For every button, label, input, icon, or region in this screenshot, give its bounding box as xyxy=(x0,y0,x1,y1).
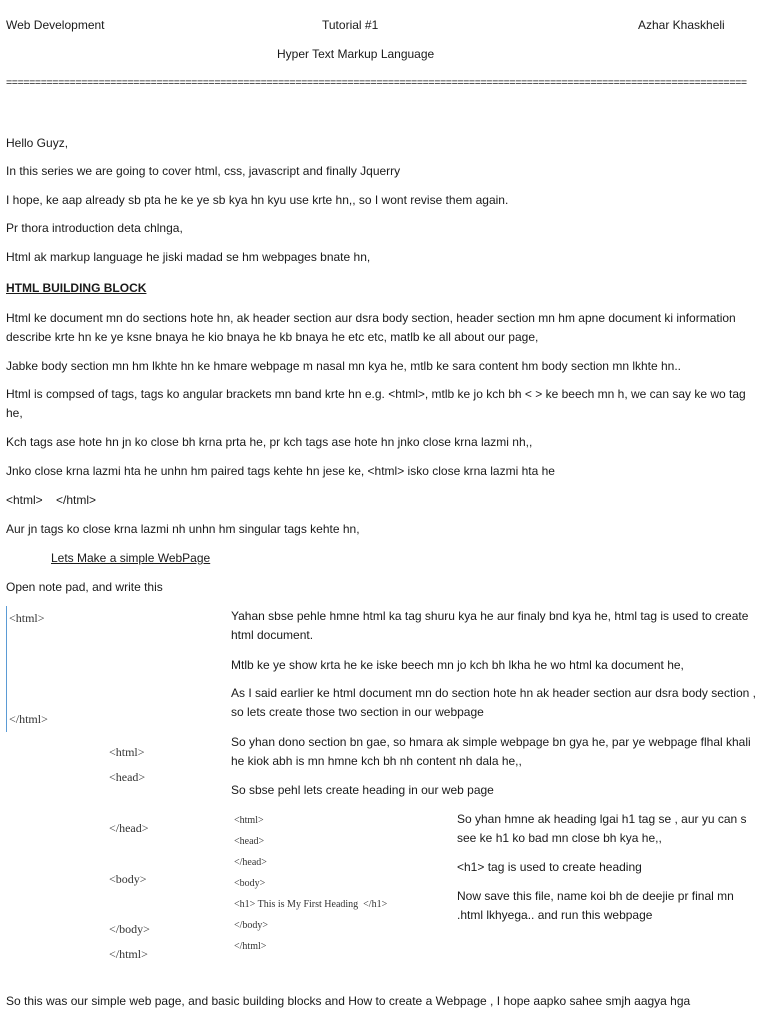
intro-line: Hello Guyz, xyxy=(6,136,69,150)
author-name: Azhar Khaskheli xyxy=(638,18,725,32)
explanation-paragraph: So yhan dono section bn gae, so hmara ak simple webpage bn gya he, par ye webpage flhal khali he kiok abh is mn hmne kch bh nh content nh dala he,, xyxy=(231,735,751,768)
explanation-paragraph: So sbse pehl lets create heading in our web page xyxy=(231,783,494,797)
code-line: <html> xyxy=(109,745,145,759)
code-line: </html> xyxy=(9,712,48,726)
explanation-paragraph: Yahan sbse pehle hmne html ka tag shuru kya he aur finaly bnd kya he, html tag is used to create html document. xyxy=(231,609,749,642)
code-line: </head> xyxy=(109,821,149,835)
code-line: </body> xyxy=(109,922,150,936)
closing-paragraph: So this was our simple web page, and basic building blocks and How to create a Webpage , I hope aapko sahee smjh aagya hga xyxy=(6,994,691,1008)
code-line: </head> xyxy=(234,857,267,868)
separator-rule: ================================================================================================================================ xyxy=(6,77,747,89)
code-line: </body> xyxy=(234,920,269,931)
paragraph: Jnko close krna lazmi hta he unhn hm paired tags kehte hn jese ke, <html> isko close krna lazmi hta he xyxy=(6,464,555,478)
intro-line: I hope, ke aap already sb pta he ke ye sb kya hn kyu use krte hn,, so I wont revise them again. xyxy=(6,193,509,207)
code-line: <head> xyxy=(234,836,265,847)
header-left-title: Web Development xyxy=(6,18,105,32)
code-block-border xyxy=(6,606,7,732)
paragraph: Html ke document mn do sections hote hn, ak header section aur dsra body section, header section mn hm apne document ki information describe krte hn ke ye ksne bnaya he kio bnaya he kb bnaya he etc etc, matlb ke all about our page, xyxy=(6,311,736,344)
explanation-paragraph: <h1> tag is used to create heading xyxy=(457,860,642,874)
explanation-paragraph: So yhan hmne ak heading lgai h1 tag se , aur yu can s see ke h1 ko bad mn close bh kya he,, xyxy=(457,812,747,845)
intro-line: Pr thora introduction deta chlnga, xyxy=(6,221,183,235)
intro-line: Html ak markup language he jiski madad se hm webpages bnate hn, xyxy=(6,250,371,264)
code-line: </html> xyxy=(109,947,148,961)
code-line: <head> xyxy=(109,770,146,784)
tutorial-number: Tutorial #1 xyxy=(322,18,379,32)
paragraph: Kch tags ase hote hn jn ko close bh krna prta he, pr kch tags ase hote hn jnko close krna lazmi nh,, xyxy=(6,435,533,449)
code-line: <body> xyxy=(109,872,147,886)
explanation-paragraph: Now save this file, name koi bh de deejie pr final mn .html lkhyega.. and run this webpage xyxy=(457,889,734,922)
explanation-paragraph: Mtlb ke ye show krta he ke iske beech mn jo kch bh lkha he wo html ka document he, xyxy=(231,658,684,672)
code-line: </html> xyxy=(234,941,267,952)
explanation-paragraph: As I said earlier ke html document mn do section hote hn ak header section aur dsra body section , so lets create those two section in our webpage xyxy=(231,686,756,719)
code-line: <body> xyxy=(234,878,266,889)
paragraph: Html is compsed of tags, tags ko angular brackets mn band krte hn e.g. <html>, mtlb ke jo kch bh < > ke beech mn h, we can say ke wo tag he, xyxy=(6,387,746,420)
intro-line: In this series we are going to cover html, css, javascript and finally Jquerry xyxy=(6,164,401,178)
section-heading: HTML BUILDING BLOCK xyxy=(6,281,147,295)
document-subtitle: Hyper Text Markup Language xyxy=(277,47,435,61)
code-line: <html> xyxy=(9,611,45,625)
code-line: <html> xyxy=(234,815,264,826)
paragraph: Aur jn tags ko close krna lazmi nh unhn hm singular tags kehte hn, xyxy=(6,522,360,536)
paragraph: Jabke body section mn hm lkhte hn ke hmare webpage m nasal mn kya he, mtlb ke sara content hm body section mn lkhte hn.. xyxy=(6,359,682,373)
paired-tag-example: <html> </html> xyxy=(6,493,97,507)
subsection-heading: Lets Make a simple WebPage xyxy=(51,551,211,565)
code-line: <h1> This is My First Heading </h1> xyxy=(234,899,388,910)
instruction-line: Open note pad, and write this xyxy=(6,580,163,594)
